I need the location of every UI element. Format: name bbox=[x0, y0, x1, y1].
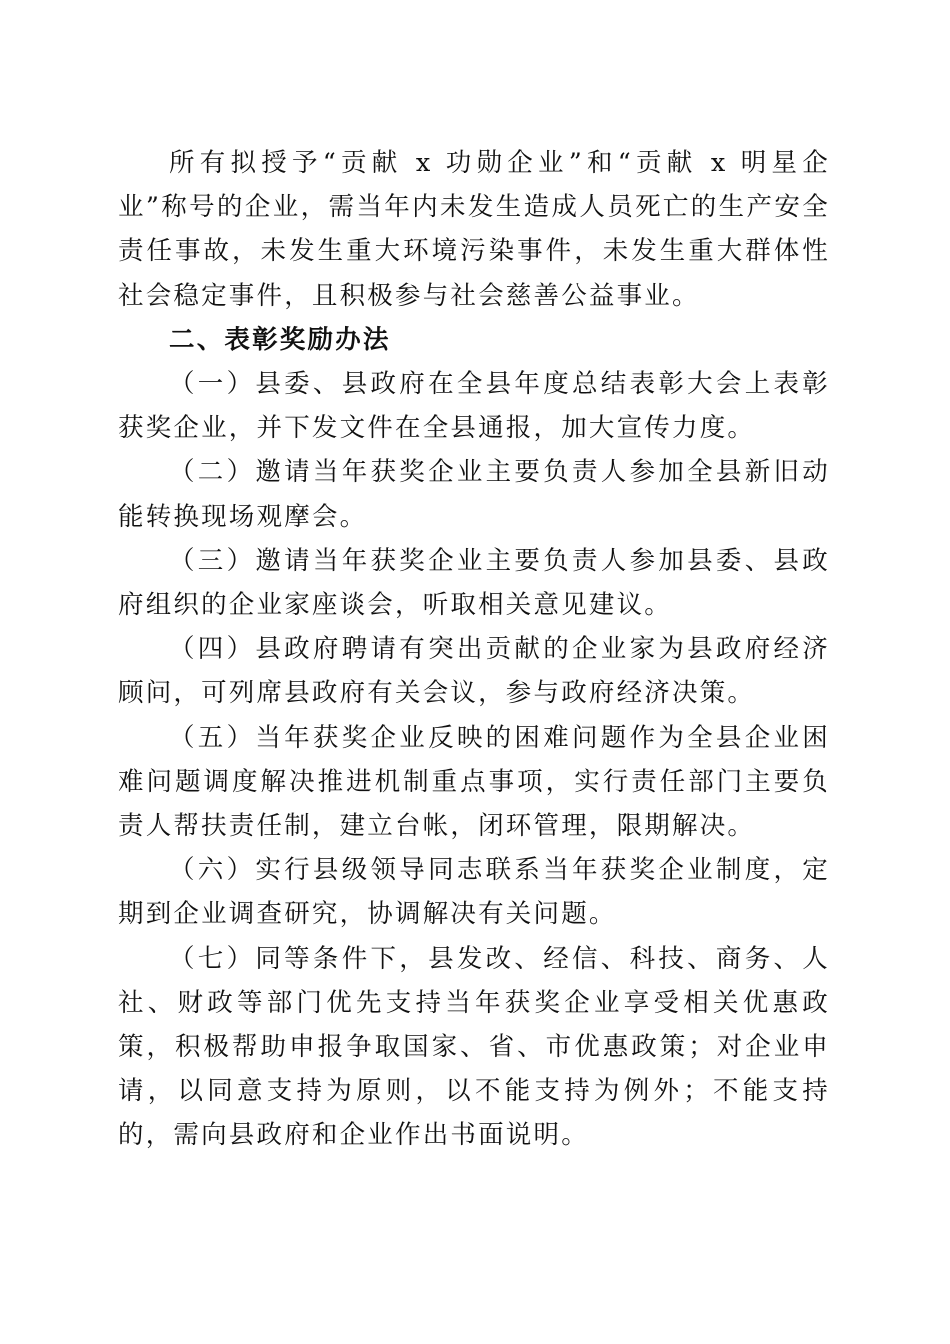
eligibility-paragraph: 所有拟授予“贡献 x 功勋企业”和“贡献 x 明星企业”称号的企业，需当年内未发生造成人员死亡的生产安全责任事故，未发生重大环境污染事件，未发生重大群体性社会稳定事件，且积极参与社会慈善公益事业。 bbox=[118, 148, 830, 311]
award-item-3: （三）邀请当年获奖企业主要负责人参加县委、县政府组织的企业家座谈会，听取相关意见建议。 bbox=[118, 545, 830, 621]
award-item-2: （二）邀请当年获奖企业主要负责人参加全县新旧动能转换现场观摩会。 bbox=[118, 457, 830, 532]
award-item-6: （六）实行县级领导同志联系当年获奖企业制度，定期到企业调查研究，协调解决有关问题。 bbox=[118, 855, 830, 930]
award-item-7: （七）同等条件下，县发改、经信、科技、商务、人社、财政等部门优先支持当年获奖企业享受相关优惠政策，积极帮助申报争取国家、省、市优惠政策；对企业申请，以同意支持为原则，以不能支持为例外；不能支持的，需向县政府和企业作出书面说明。 bbox=[118, 943, 830, 1151]
document-body bbox=[118, 141, 830, 1158]
award-item-4: （四）县政府聘请有突出贡献的企业家为县政府经济顾问，可列席县政府有关会议，参与政府经济决策。 bbox=[118, 634, 830, 709]
award-item-5: （五）当年获奖企业反映的困难问题作为全县企业困难问题调度解决推进机制重点事项，实行责任部门主要负责人帮扶责任制，建立台帐，闭环管理，限期解决。 bbox=[118, 722, 830, 842]
award-item-1: （一）县委、县政府在全县年度总结表彰大会上表彰获奖企业，并下发文件在全县通报，加大宣传力度。 bbox=[118, 369, 830, 444]
section-heading-awards: 二、表彰奖励办法 bbox=[169, 324, 391, 355]
